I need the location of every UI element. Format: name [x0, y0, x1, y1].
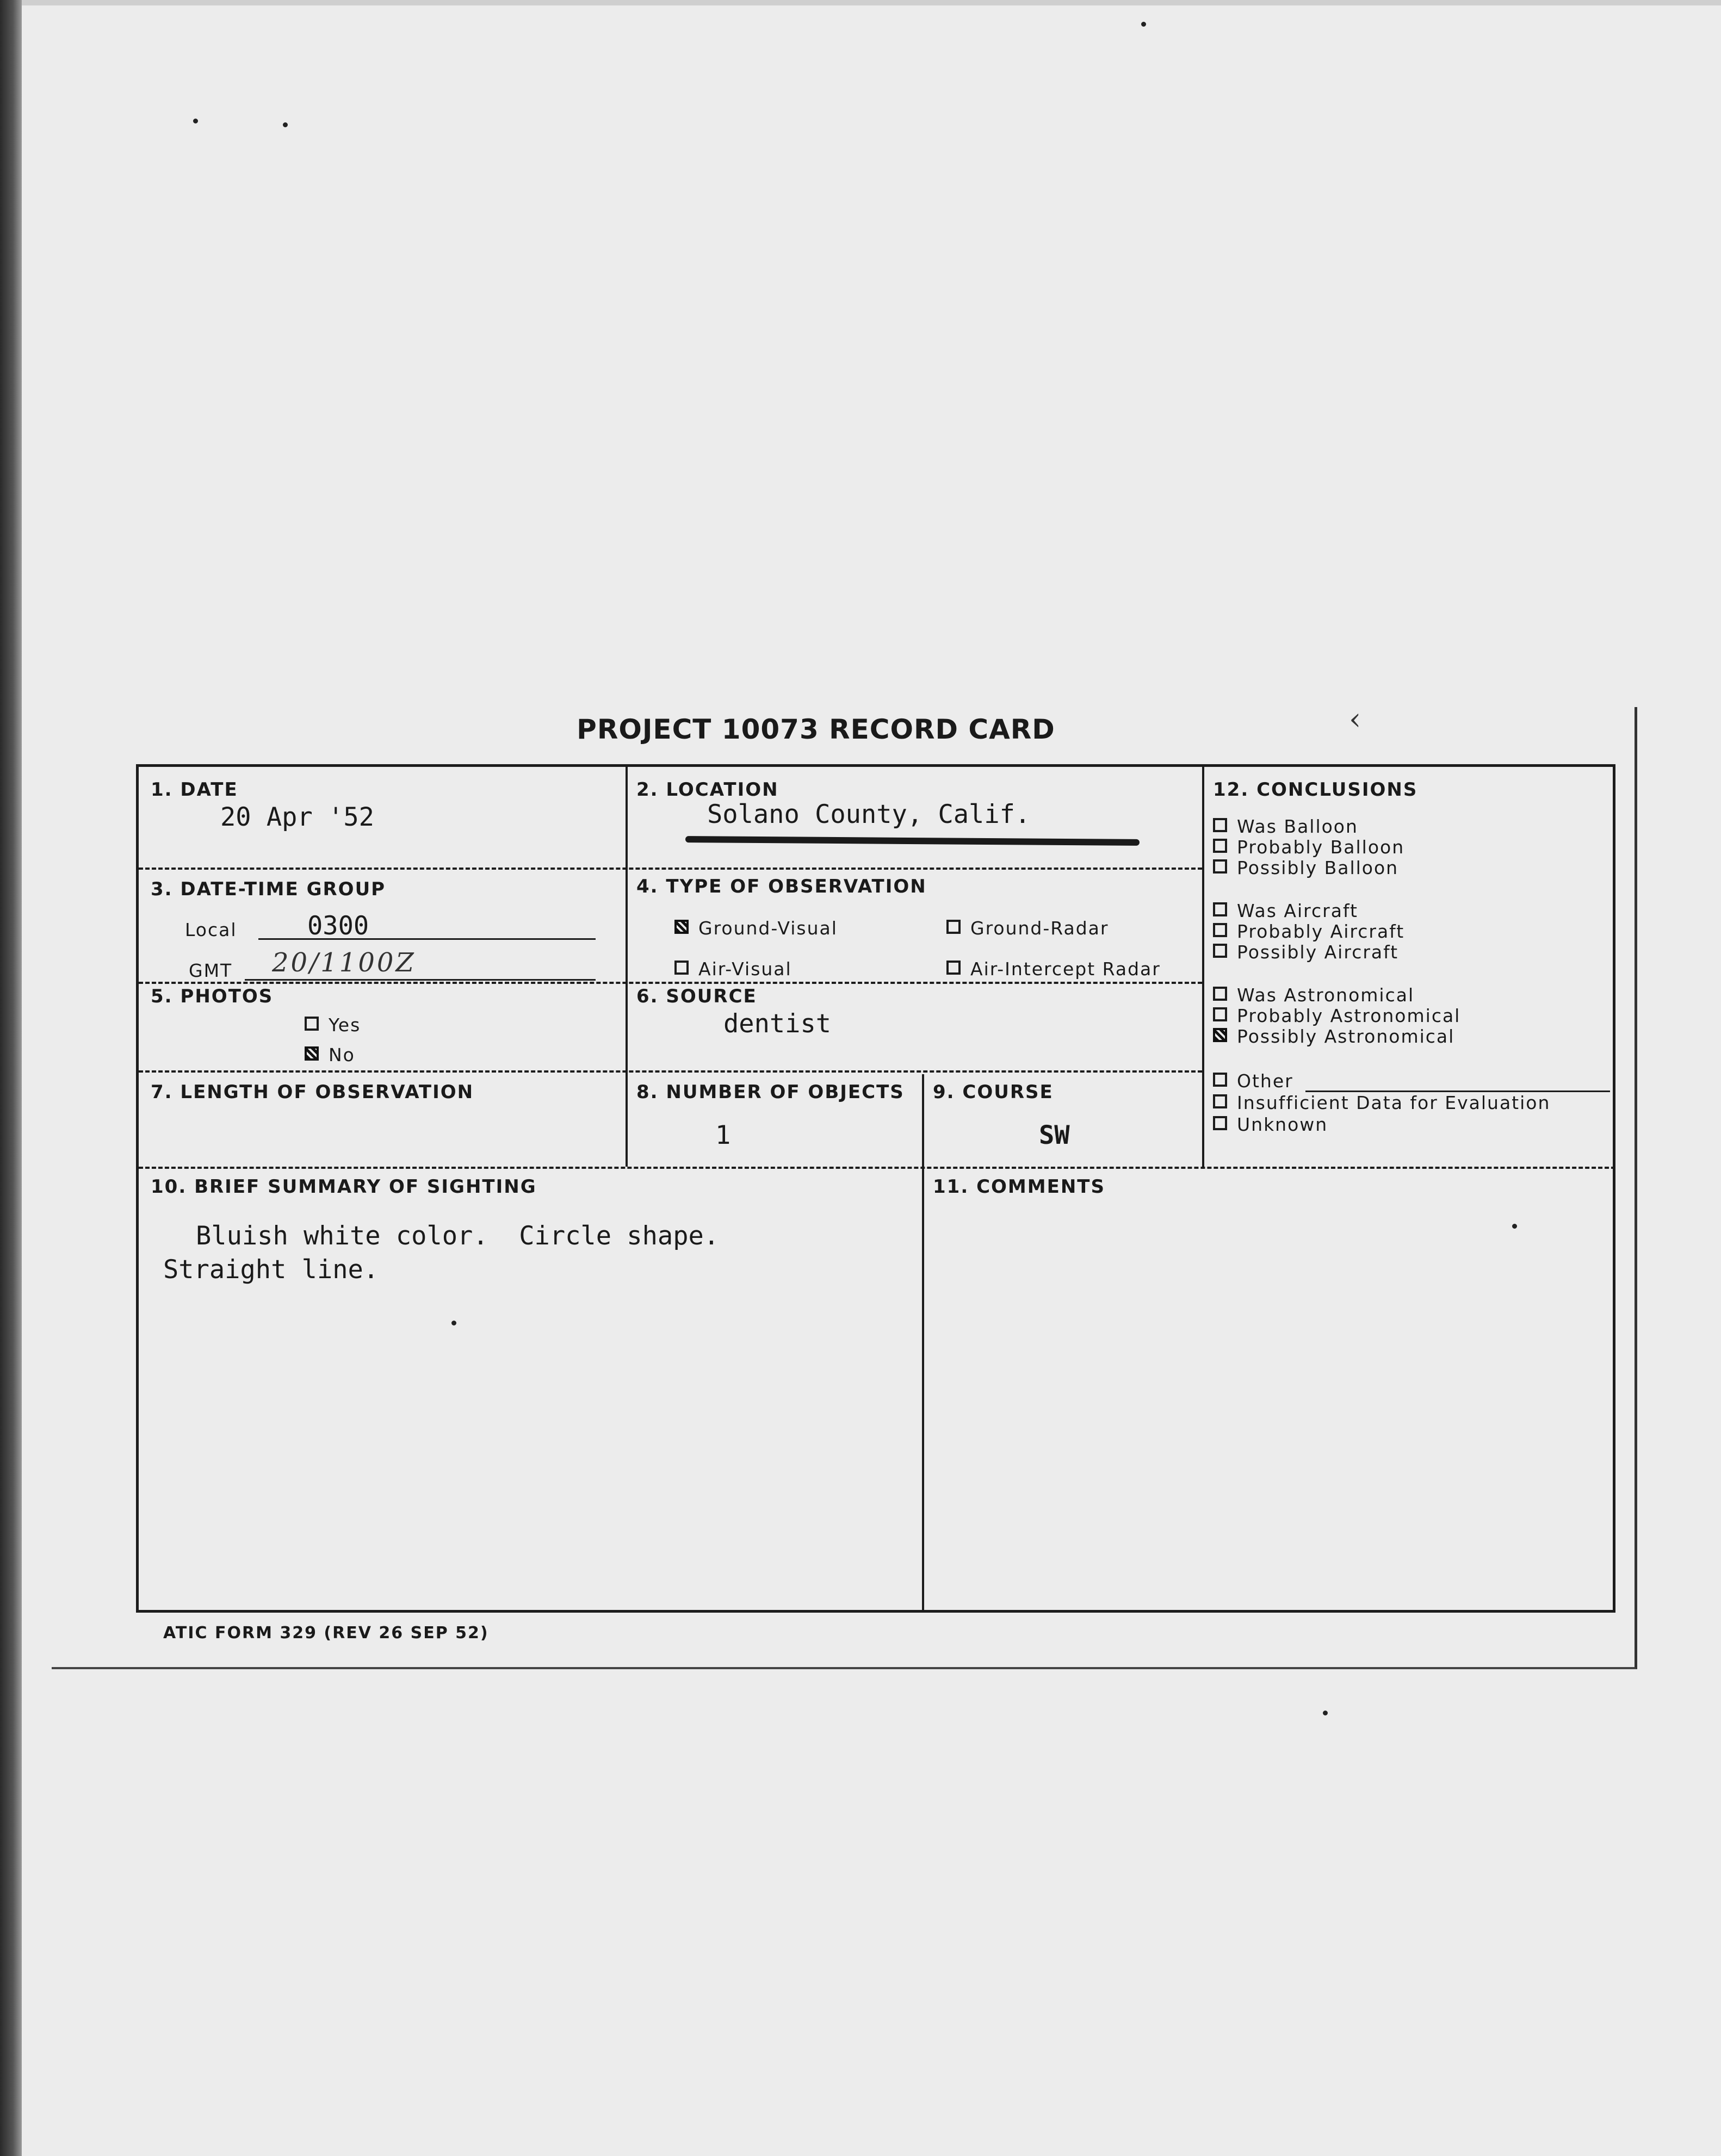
location-value: Solano County, Calif. — [707, 800, 1031, 829]
checkbox-icon — [305, 1017, 319, 1031]
option-air-visual[interactable]: Air-Visual — [674, 958, 792, 980]
conclusion-possibly-aircraft[interactable]: Possibly Aircraft — [1213, 941, 1398, 963]
dust-speck — [1323, 1711, 1328, 1715]
course-value: SW — [1039, 1120, 1070, 1150]
divider — [922, 1074, 924, 1610]
dust-speck — [283, 122, 288, 127]
photos-no-option[interactable]: No — [305, 1044, 355, 1065]
location-label: 2. LOCATION — [636, 779, 779, 801]
conclusions-label: 12. CONCLUSIONS — [1213, 779, 1418, 801]
conclusion-probably-balloon[interactable]: Probably Balloon — [1213, 837, 1404, 858]
number-of-objects-label: 8. NUMBER OF OBJECTS — [636, 1081, 905, 1103]
conclusion-was-astronomical[interactable]: Was Astronomical — [1213, 984, 1414, 1006]
checkbox-icon — [1213, 987, 1227, 1001]
checkbox-icon — [946, 920, 961, 934]
conclusion-insufficient-data[interactable]: Insufficient Data for Evaluation — [1213, 1092, 1550, 1113]
conclusion-probably-astronomical[interactable]: Probably Astronomical — [1213, 1005, 1460, 1026]
summary-label: 10. BRIEF SUMMARY OF SIGHTING — [151, 1176, 537, 1198]
option-air-intercept-radar[interactable]: Air-Intercept Radar — [946, 958, 1161, 980]
divider — [626, 767, 628, 1167]
film-edge — [0, 0, 22, 2156]
source-label: 6. SOURCE — [636, 986, 757, 1007]
gmt-label: GMT — [189, 960, 233, 981]
summary-line-2: Straight line. — [163, 1255, 379, 1285]
scan-top-edge — [22, 0, 1721, 5]
photos-label: 5. PHOTOS — [151, 986, 274, 1007]
dust-speck — [1141, 22, 1146, 27]
checkbox-icon — [946, 961, 961, 975]
date-value: 20 Apr '52 — [220, 802, 374, 832]
pencil-mark: ‹ — [1349, 702, 1361, 737]
record-card-form — [136, 764, 1615, 1613]
local-value: 0300 — [307, 911, 369, 941]
checkbox-icon — [1213, 944, 1227, 958]
checkbox-icon — [1213, 1073, 1227, 1087]
checkbox-icon — [1213, 1007, 1227, 1021]
local-label: Local — [185, 919, 237, 940]
location-underline — [685, 836, 1140, 846]
checkbox-icon — [674, 961, 689, 975]
checkbox-icon — [1213, 923, 1227, 937]
divider — [139, 868, 1202, 870]
divider — [139, 982, 1202, 984]
conclusion-unknown[interactable]: Unknown — [1213, 1114, 1328, 1135]
divider — [1202, 767, 1204, 1167]
conclusion-probably-aircraft[interactable]: Probably Aircraft — [1213, 921, 1404, 942]
conclusion-was-aircraft[interactable]: Was Aircraft — [1213, 900, 1358, 921]
photos-yes-option[interactable]: Yes — [305, 1014, 361, 1036]
conclusion-other[interactable]: Other — [1213, 1070, 1293, 1092]
conclusion-was-balloon[interactable]: Was Balloon — [1213, 816, 1358, 837]
dust-speck — [193, 119, 198, 123]
gmt-fill-line — [245, 979, 596, 981]
date-time-group-label: 3. DATE-TIME GROUP — [151, 878, 386, 900]
source-value: dentist — [723, 1009, 832, 1039]
checkbox-icon — [1213, 818, 1227, 832]
divider — [139, 1070, 1202, 1073]
checkbox-checked-icon — [674, 920, 689, 934]
comments-label: 11. COMMENTS — [933, 1176, 1105, 1198]
gmt-value: 20/1100Z — [272, 947, 416, 978]
length-of-observation-label: 7. LENGTH OF OBSERVATION — [151, 1081, 474, 1103]
checkbox-icon — [1213, 902, 1227, 916]
date-label: 1. DATE — [151, 779, 238, 801]
option-ground-radar[interactable]: Ground-Radar — [946, 918, 1109, 939]
form-footer: ATIC FORM 329 (REV 26 SEP 52) — [163, 1624, 489, 1643]
number-of-objects-value: 1 — [715, 1120, 731, 1150]
option-ground-visual[interactable]: Ground-Visual — [674, 918, 838, 939]
course-label: 9. COURSE — [933, 1081, 1054, 1103]
checkbox-checked-icon — [305, 1046, 319, 1061]
checkbox-icon — [1213, 1094, 1227, 1108]
checkbox-checked-icon — [1213, 1028, 1227, 1042]
local-fill-line — [258, 938, 596, 940]
type-of-observation-label: 4. TYPE OF OBSERVATION — [636, 876, 927, 897]
summary-line-1: Bluish white color. Circle shape. — [196, 1221, 720, 1251]
checkbox-icon — [1213, 1116, 1227, 1130]
card-title: PROJECT 10073 RECORD CARD — [577, 714, 1055, 745]
conclusion-possibly-balloon[interactable]: Possibly Balloon — [1213, 857, 1398, 878]
checkbox-icon — [1213, 839, 1227, 853]
divider — [139, 1167, 1615, 1169]
checkbox-icon — [1213, 859, 1227, 873]
conclusion-possibly-astronomical[interactable]: Possibly Astronomical — [1213, 1026, 1454, 1047]
